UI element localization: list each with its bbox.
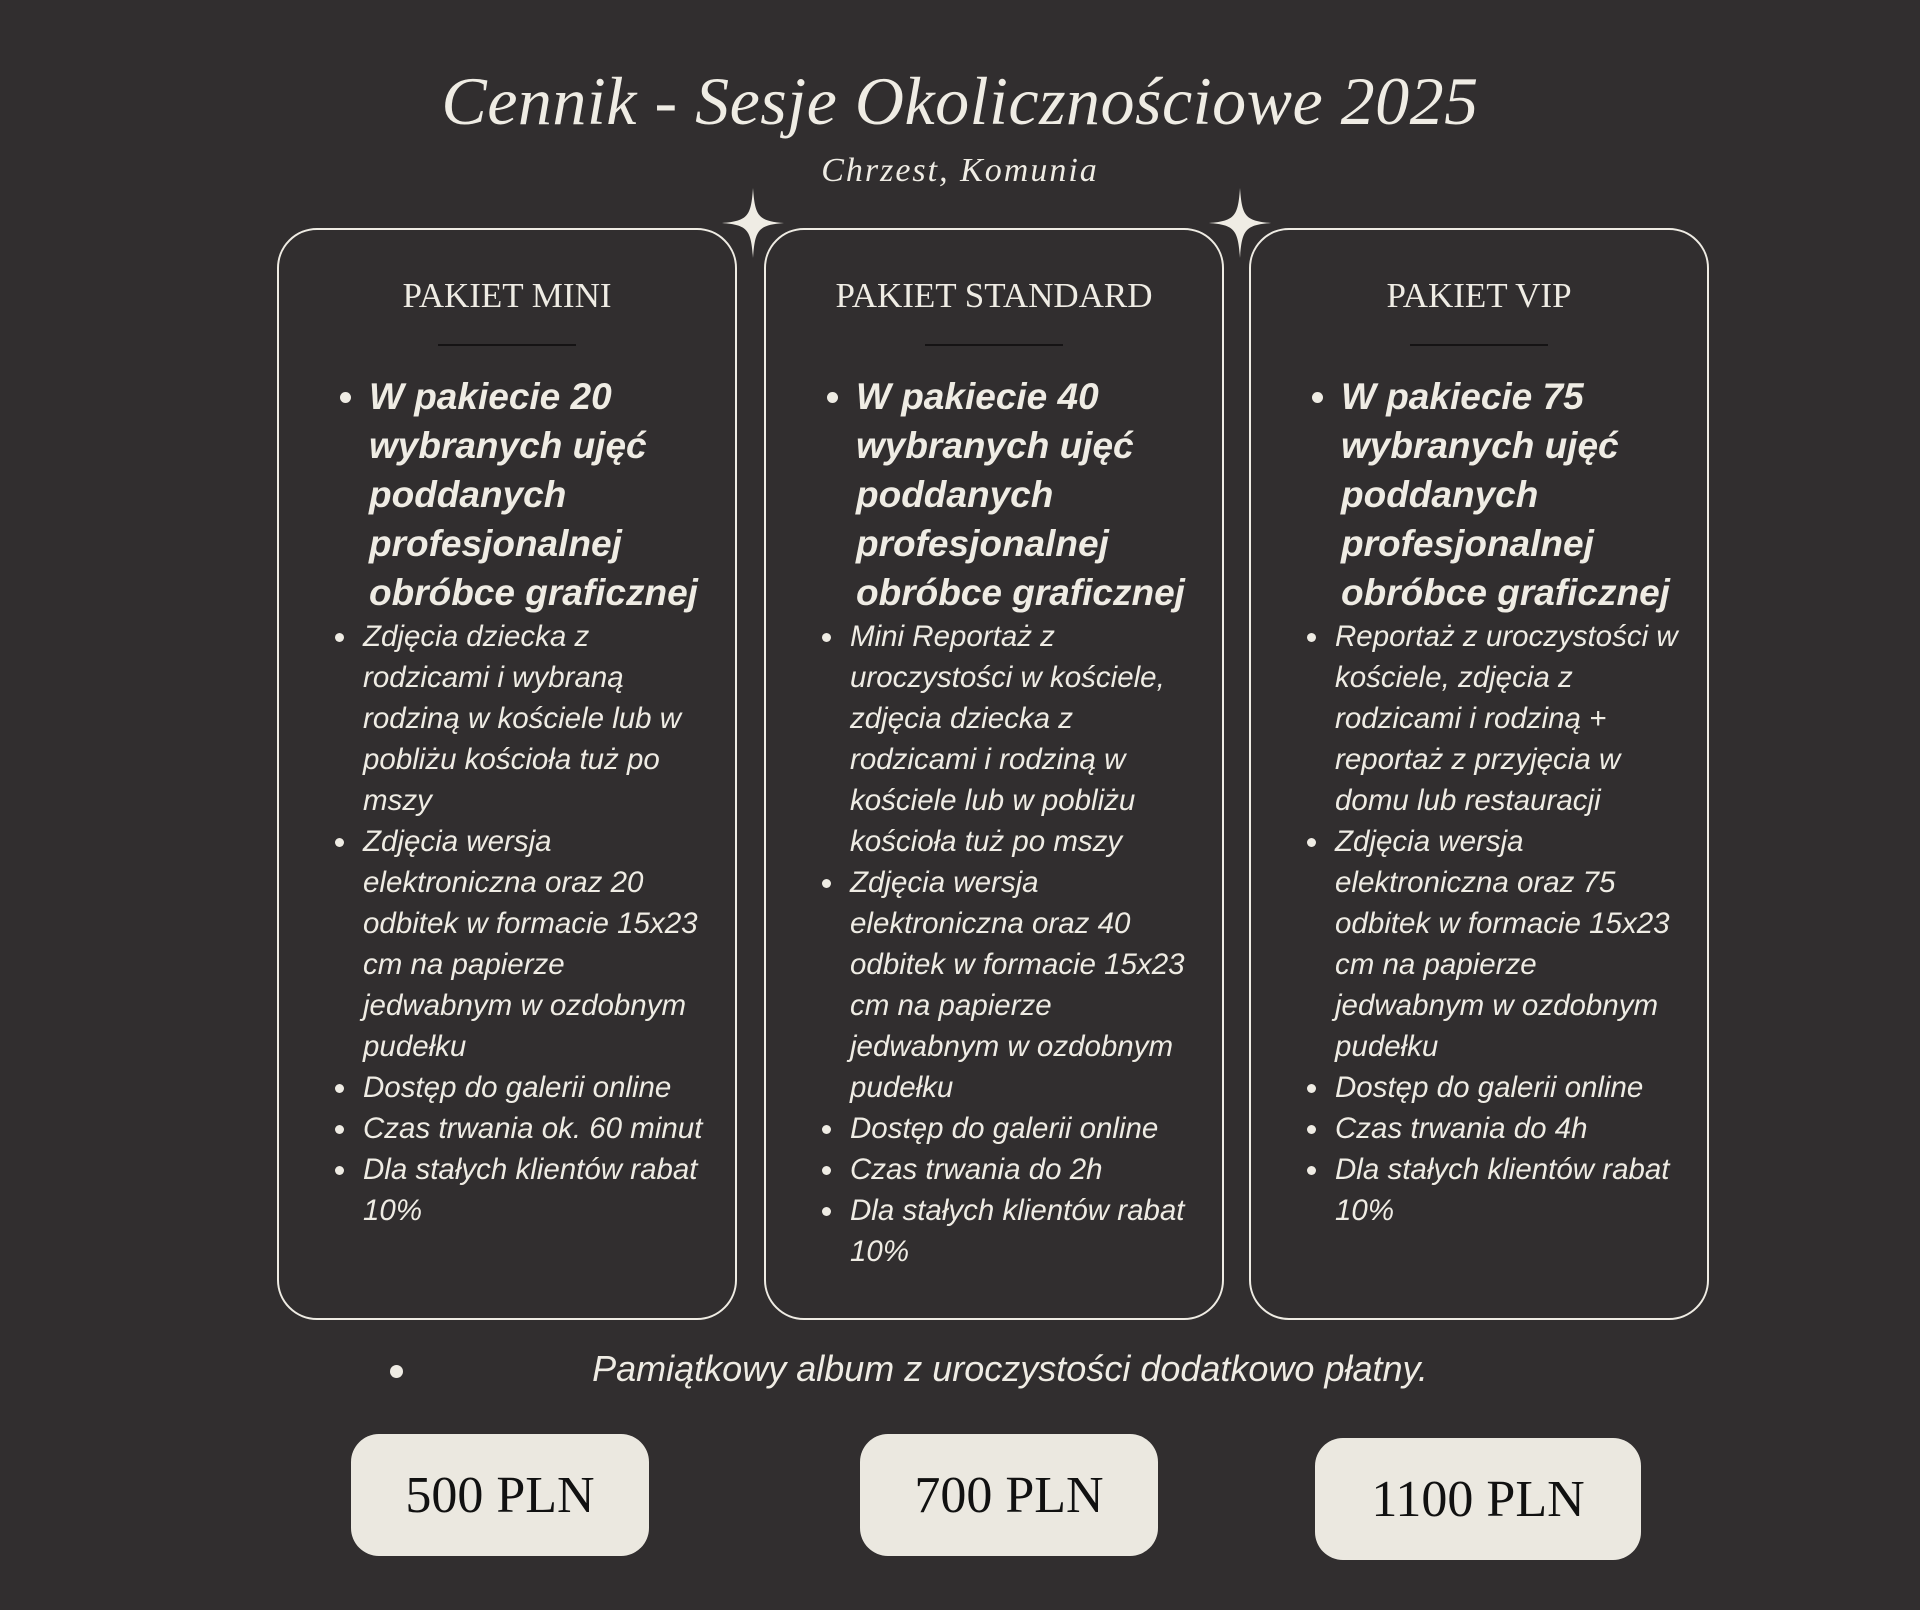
price-badge-standard: 700 PLN — [860, 1434, 1158, 1556]
feature-item: • Czas trwania do 4h — [1331, 1108, 1689, 1149]
package-title: PAKIET VIP — [1386, 276, 1572, 315]
package-card-standard — [764, 228, 1224, 1320]
divider — [438, 344, 576, 346]
feature-item: • Zdjęcia dziecka z rodzicami i wybraną rodziną w kościele lub w pobliżu kościoła tuż po mszy — [359, 616, 717, 821]
package-title: PAKIET STANDARD — [835, 276, 1153, 315]
package-headline: • W pakiecie 40 wybranych ujęć poddanych profesjonalnej obróbce graficznej — [856, 372, 1204, 617]
package-headline-list — [334, 372, 717, 617]
feature-item: • Czas trwania ok. 60 minut — [359, 1108, 717, 1149]
package-headline-list — [1306, 372, 1689, 617]
divider — [1410, 344, 1548, 346]
feature-list — [334, 616, 717, 1231]
feature-list — [821, 616, 1204, 1272]
package-headline-list — [821, 372, 1204, 617]
feature-item: • Zdjęcia wersja elektroniczna oraz 20 odbitek w formacie 15x23 cm na papierze jedwabnym w ozdobnym pudełku — [359, 821, 717, 1067]
feature-item: • Dostęp do galerii online — [846, 1108, 1204, 1149]
feature-item: • Dla stałych klientów rabat 10% — [1331, 1149, 1689, 1231]
package-headline: • W pakiecie 75 wybranych ujęć poddanych profesjonalnej obróbce graficznej — [1341, 372, 1689, 617]
package-card-mini — [277, 228, 737, 1320]
feature-item: • Dostęp do galerii online — [1331, 1067, 1689, 1108]
feature-item: • Zdjęcia wersja elektroniczna oraz 40 odbitek w formacie 15x23 cm na papierze jedwabnym w ozdobnym pudełku — [846, 862, 1204, 1108]
divider — [925, 344, 1063, 346]
price-badge-vip: 1100 PLN — [1315, 1438, 1641, 1560]
page-title: Cennik - Sesje Okolicznościowe 2025 — [441, 63, 1479, 139]
feature-item: • Dostęp do galerii online — [359, 1067, 717, 1108]
package-title: PAKIET MINI — [402, 276, 612, 315]
package-headline: • W pakiecie 20 wybranych ujęć poddanych profesjonalnej obróbce graficznej — [369, 372, 717, 617]
feature-item: • Zdjęcia wersja elektroniczna oraz 75 odbitek w formacie 15x23 cm na papierze jedwabnym w ozdobnym pudełku — [1331, 821, 1689, 1067]
price-badge-mini: 500 PLN — [351, 1434, 649, 1556]
feature-item: • Dla stałych klientów rabat 10% — [846, 1190, 1204, 1272]
feature-item: • Reportaż z uroczystości w kościele, zdjęcia z rodzicami i rodziną + reportaż z przyjęcia w domu lub restauracji — [1331, 616, 1689, 821]
album-note: Pamiątkowy album z uroczystości dodatkowo płatny. — [592, 1348, 1428, 1389]
feature-list — [1306, 616, 1689, 1231]
page-subtitle: Chrzest, Komunia — [821, 152, 1099, 189]
feature-item: • Czas trwania do 2h — [846, 1149, 1204, 1190]
package-card-vip — [1249, 228, 1709, 1320]
feature-item: • Mini Reportaż z uroczystości w kościele, zdjęcia dziecka z rodzicami i rodziną w kościele lub w pobliżu kościoła tuż po mszy — [846, 616, 1204, 862]
feature-item: • Dla stałych klientów rabat 10% — [359, 1149, 717, 1231]
